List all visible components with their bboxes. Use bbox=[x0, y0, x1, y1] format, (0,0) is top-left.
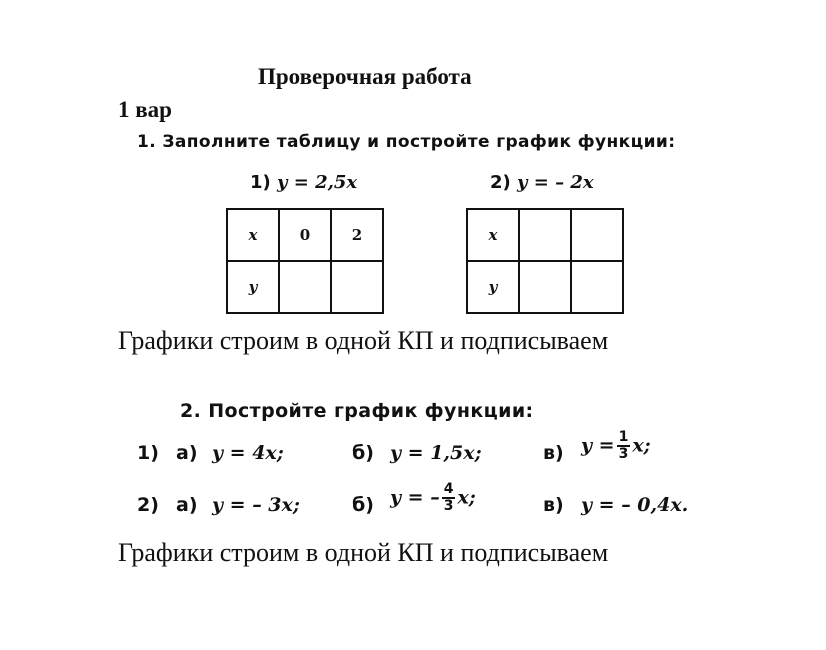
function-number: 2) bbox=[490, 172, 511, 193]
value-table-2 bbox=[466, 208, 624, 314]
table-header-y: y bbox=[467, 261, 519, 313]
page-title: Проверочная работа bbox=[258, 64, 472, 89]
table-cell[interactable]: 0 bbox=[279, 209, 331, 261]
value-table-1 bbox=[226, 208, 384, 314]
fraction-denominator: 3 bbox=[618, 446, 629, 462]
variant-label: 1 вар bbox=[118, 97, 172, 122]
function-number: 1) bbox=[250, 172, 271, 193]
formula-prefix: y = bbox=[581, 434, 615, 457]
row1-b-formula bbox=[390, 442, 482, 464]
fraction bbox=[617, 430, 631, 462]
fraction-numerator: 4 bbox=[443, 481, 454, 497]
row2-a-formula bbox=[212, 494, 300, 516]
row1-number: 1) bbox=[137, 442, 159, 464]
fraction bbox=[442, 482, 456, 514]
formula: y = 1,5x; bbox=[390, 442, 482, 464]
row2-b-label: б) bbox=[352, 494, 374, 516]
task1-function-2 bbox=[490, 172, 594, 193]
row1-a-formula bbox=[212, 442, 284, 464]
row2-number: 2) bbox=[137, 494, 159, 516]
formula-prefix: y = – bbox=[390, 486, 440, 509]
task2-heading: 2. Постройте график функции: bbox=[180, 400, 534, 422]
row1-b-label: б) bbox=[352, 442, 374, 464]
row1-c-formula bbox=[581, 430, 651, 462]
table-cell[interactable] bbox=[571, 209, 623, 261]
table-cell[interactable] bbox=[279, 261, 331, 313]
task2-note: Графики строим в одной КП и подписываем bbox=[118, 538, 609, 567]
task1-function-1 bbox=[250, 172, 357, 193]
table-cell[interactable] bbox=[519, 209, 571, 261]
table-row-y bbox=[467, 261, 623, 313]
table-row-x bbox=[227, 209, 383, 261]
table-cell[interactable]: 2 bbox=[331, 209, 383, 261]
row1-c-label: в) bbox=[543, 442, 564, 464]
table-header-x: x bbox=[227, 209, 279, 261]
row2-c-label: в) bbox=[543, 494, 564, 516]
fraction-denominator: 3 bbox=[443, 498, 454, 514]
table-cell[interactable] bbox=[331, 261, 383, 313]
table-cell[interactable] bbox=[571, 261, 623, 313]
row2-a-label: а) bbox=[176, 494, 198, 516]
formula: y = 4x; bbox=[212, 442, 284, 464]
fraction-numerator: 1 bbox=[618, 429, 629, 445]
row2-c-formula bbox=[581, 494, 688, 516]
formula: y = – 0,4x. bbox=[581, 494, 689, 516]
row1-a-label: а) bbox=[176, 442, 198, 464]
task1-note: Графики строим в одной КП и подписываем bbox=[118, 326, 609, 355]
table-header-y: y bbox=[227, 261, 279, 313]
formula-suffix: x; bbox=[457, 486, 476, 509]
table-row-x bbox=[467, 209, 623, 261]
function-formula: y = 2,5x bbox=[277, 172, 358, 193]
row2-b-formula bbox=[390, 482, 476, 514]
formula-suffix: x; bbox=[632, 434, 651, 457]
function-formula: y = – 2x bbox=[517, 172, 594, 193]
table-cell[interactable] bbox=[519, 261, 571, 313]
formula: y = – 3x; bbox=[212, 494, 300, 516]
table-header-x: x bbox=[467, 209, 519, 261]
task1-heading: 1. Заполните таблицу и постройте график функции: bbox=[137, 132, 676, 152]
table-row-y bbox=[227, 261, 383, 313]
